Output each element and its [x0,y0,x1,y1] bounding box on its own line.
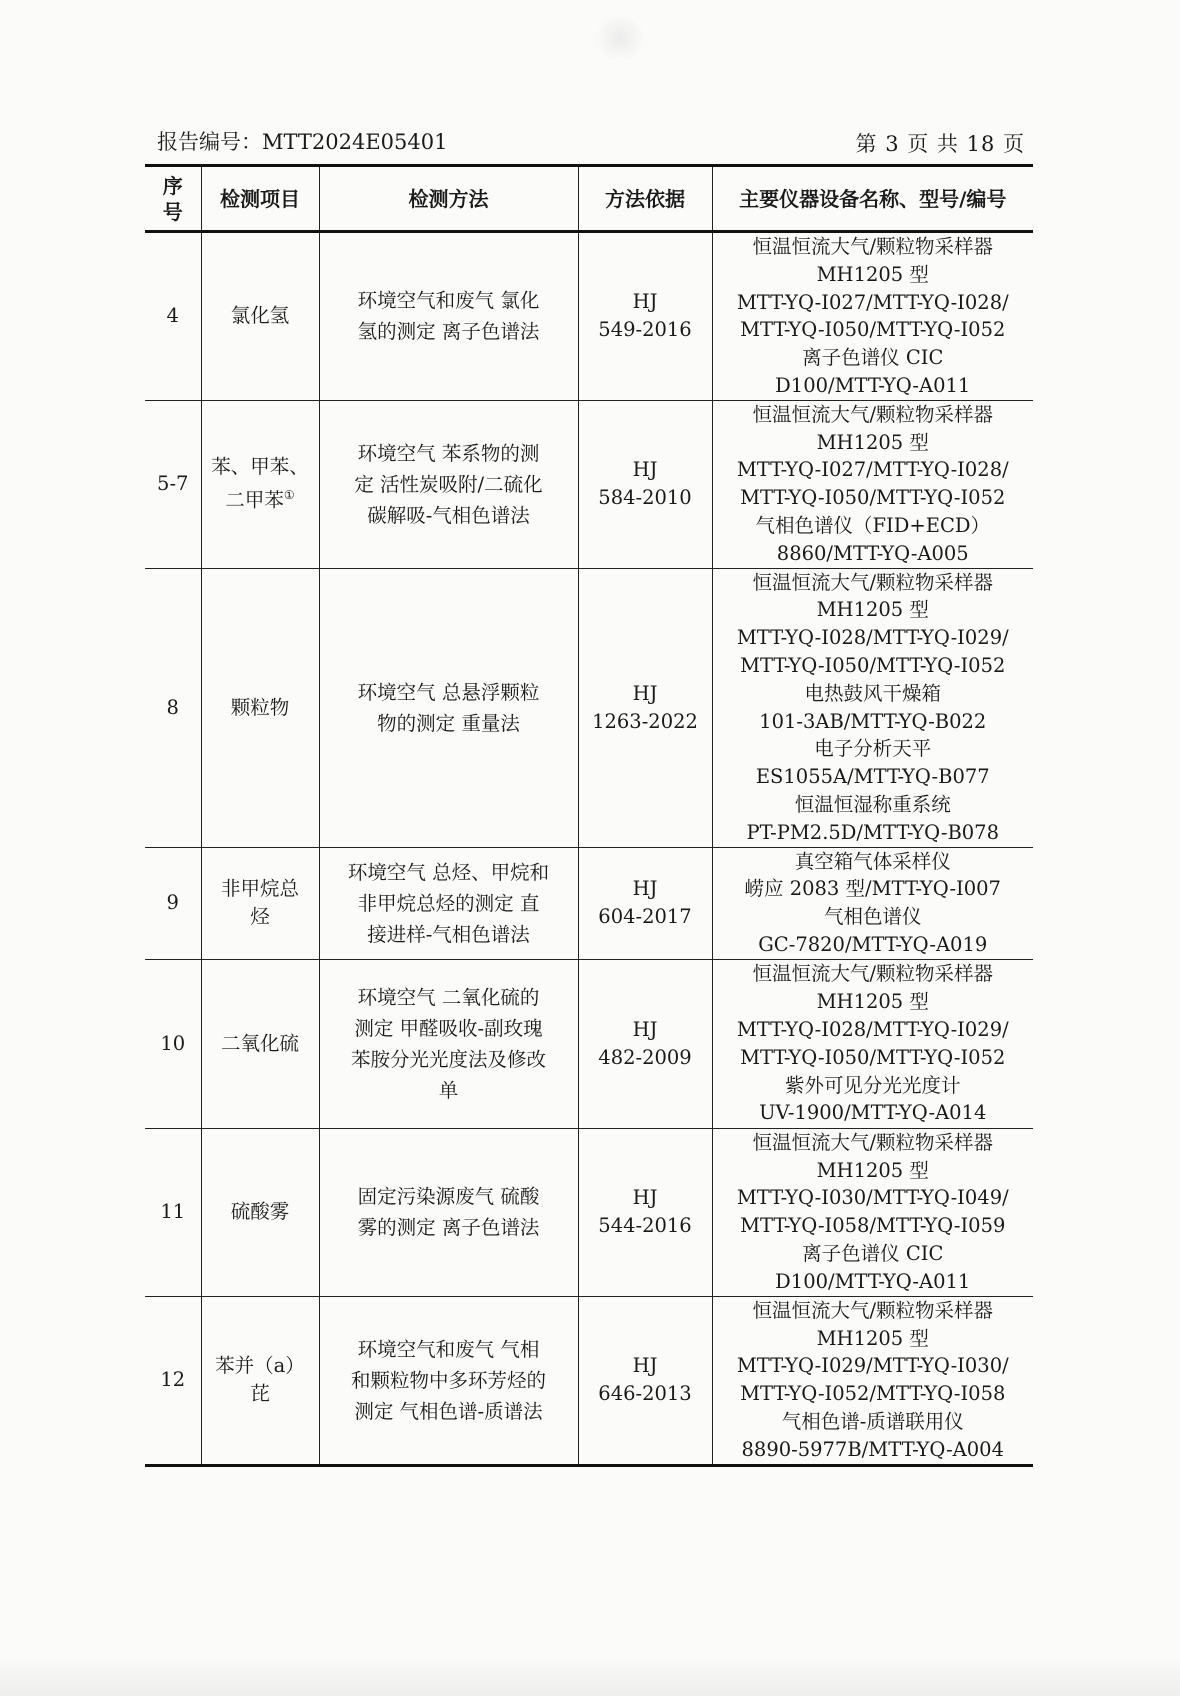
scan-smudge [590,18,650,58]
cell-equipment-line: D100/MTT-YQ-A011 [775,1269,971,1293]
cell-item-line: 颗粒物 [230,695,290,719]
cell-equipment-line: 恒温恒流大气/颗粒物采样器 [752,1130,994,1154]
cell-equipment-line: MTT-YQ-I058/MTT-YQ-I059 [740,1214,1006,1238]
cell-method-line: 雾的测定 离子色谱法 [357,1216,540,1240]
cell-item [201,1128,319,1296]
cell-basis [578,232,712,401]
cell-equipment-line: 气相色谱仪（FID+ECD） [755,513,990,537]
cell-method-line: 环境空气 二氧化硫的 [357,985,540,1009]
table-row [145,232,1033,401]
cell-basis-line: 482-2009 [598,1045,692,1069]
cell-equipment-line: 气相色谱-质谱联用仪 [781,1409,964,1433]
cell-method-line: 定 活性炭吸附/二硫化 [354,472,543,496]
cell-equipment-line: 电子分析天平 [814,737,932,761]
cell-equipment-line: MTT-YQ-I028/MTT-YQ-I029/ [736,1017,1009,1041]
cell-equipment-line: 恒温恒流大气/颗粒物采样器 [752,402,994,426]
col-header-item: 检测项目 [201,166,319,232]
cell-item [201,568,319,847]
col-header-no-char-1: 序 [162,173,183,198]
cell-basis-line: HJ [632,681,658,705]
cell-equipment-line: 8860/MTT-YQ-A005 [776,541,969,565]
cell-equipment-line: 恒温恒流大气/颗粒物采样器 [752,1298,994,1322]
cell-method-line: 非甲烷总烃的测定 直 [357,891,540,915]
cell-basis-line: 604-2017 [598,905,692,929]
cell-method-line: 单 [438,1078,459,1102]
cell-basis-line: 544-2016 [598,1214,692,1238]
cell-equipment-line: MTT-YQ-I050/MTT-YQ-I052 [740,1045,1006,1069]
cell-method-line: 测定 甲醛吸收-副玫瑰 [354,1016,543,1040]
cell-equipment-line: 101-3AB/MTT-YQ-B022 [759,709,987,733]
cell-basis-line: HJ [632,290,658,314]
method-table-container [145,164,1033,1467]
cell-equipment-line: MTT-YQ-I029/MTT-YQ-I030/ [736,1354,1009,1378]
col-header-no [145,166,201,232]
cell-no: 5-7 [145,400,201,568]
cell-method [319,400,578,568]
cell-no: 11 [145,1128,201,1296]
cell-equipment-line: MH1205 型 [816,1158,929,1182]
cell-basis-line: 646-2013 [598,1382,692,1406]
table-row [145,847,1033,959]
cell-basis [578,959,712,1128]
table-row [145,400,1033,568]
table-row [145,1296,1033,1465]
cell-method-line: 环境空气和废气 氯化 [357,289,540,313]
cell-basis-line: HJ [632,877,658,901]
cell-equipment [712,959,1033,1128]
cell-equipment-line: MH1205 型 [816,262,929,286]
cell-item-line: 二甲苯① [225,488,295,512]
cell-equipment-line: 崂应 2083 型/MTT-YQ-I007 [744,877,1001,901]
cell-item-line: 苯并（a） [215,1354,305,1378]
cell-equipment-line: D100/MTT-YQ-A011 [775,373,971,397]
col-header-equipment: 主要仪器设备名称、型号/编号 [712,166,1033,232]
cell-method-line: 测定 气相色谱-质谱法 [354,1399,543,1423]
cell-method [319,959,578,1128]
cell-equipment-line: GC-7820/MTT-YQ-A019 [758,932,988,956]
cell-equipment [712,1128,1033,1296]
report-number: 报告编号：MTT2024E05401 [157,130,448,154]
cell-method-line: 环境空气和废气 气相 [357,1337,540,1361]
cell-no: 8 [145,568,201,847]
cell-item [201,232,319,401]
cell-method [319,847,578,959]
cell-equipment-line: 恒温恒湿称重系统 [794,792,951,816]
table-body [145,232,1033,1466]
cell-equipment-line: 电热鼓风干燥箱 [804,681,941,705]
cell-equipment-line: MTT-YQ-I052/MTT-YQ-I058 [740,1382,1006,1406]
cell-equipment-line: MTT-YQ-I050/MTT-YQ-I052 [740,653,1006,677]
cell-basis [578,1296,712,1465]
cell-item [201,400,319,568]
cell-basis-line: HJ [632,1017,658,1041]
cell-equipment-line: PT-PM2.5D/MTT-YQ-B078 [746,820,999,844]
cell-method [319,1128,578,1296]
cell-method [319,1296,578,1465]
page-indicator: 第 3 页 共 18 页 [855,132,1025,156]
page-header [145,122,1025,162]
method-table [145,164,1033,1467]
cell-equipment [712,400,1033,568]
cell-equipment-line: MTT-YQ-I027/MTT-YQ-I028/ [736,290,1009,314]
cell-equipment-line: MH1205 型 [816,598,929,622]
cell-method [319,568,578,847]
scan-edge [0,1656,1180,1696]
col-header-basis: 方法依据 [578,166,712,232]
cell-equipment-line: 恒温恒流大气/颗粒物采样器 [752,235,994,258]
cell-item-line: 二氧化硫 [220,1031,299,1055]
cell-basis-line: 1263-2022 [592,709,698,733]
cell-equipment-line: 恒温恒流大气/颗粒物采样器 [752,962,994,986]
cell-equipment-line: 离子色谱仪 CIC [802,1242,944,1266]
cell-basis [578,400,712,568]
table-header [145,166,1033,232]
cell-equipment [712,232,1033,401]
cell-equipment-line: ES1055A/MTT-YQ-B077 [755,765,990,789]
cell-basis-line: 549-2016 [598,318,692,342]
cell-basis [578,847,712,959]
cell-method-line: 氢的测定 离子色谱法 [357,320,540,344]
cell-method-line: 碳解吸-气相色谱法 [367,503,530,527]
cell-equipment-line: MH1205 型 [816,430,929,454]
cell-basis-line: HJ [632,458,658,482]
cell-equipment-line: MH1205 型 [816,1326,929,1350]
cell-item-line: 硫酸雾 [230,1200,290,1224]
cell-item-line: 氯化氢 [230,304,290,328]
cell-method-line: 苯胺分光光度法及修改 [350,1047,546,1071]
col-header-method: 检测方法 [319,166,578,232]
cell-equipment-line: 真空箱气体采样仪 [794,849,951,873]
footnote-marker: ① [283,488,295,503]
cell-method-line: 物的测定 重量法 [377,711,520,735]
cell-basis [578,1128,712,1296]
cell-item-line: 苯、甲苯、 [211,455,309,479]
cell-item-line: 烃 [250,905,270,929]
cell-equipment-line: 气相色谱仪 [823,905,922,929]
table-row [145,568,1033,847]
cell-equipment-line: MTT-YQ-I027/MTT-YQ-I028/ [736,458,1009,482]
cell-method-line: 固定污染源废气 硫酸 [357,1185,540,1209]
cell-method-line: 环境空气 总悬浮颗粒 [357,680,540,704]
cell-item [201,1296,319,1465]
cell-no: 9 [145,847,201,959]
cell-item-line: 芘 [250,1382,270,1406]
cell-method-line: 环境空气 苯系物的测 [357,441,540,465]
cell-equipment-line: 8890-5977B/MTT-YQ-A004 [741,1437,1004,1461]
cell-basis-line: HJ [632,1186,658,1210]
cell-equipment-line: UV-1900/MTT-YQ-A014 [759,1101,987,1125]
cell-equipment-line: 离子色谱仪 CIC [802,346,944,370]
cell-item [201,959,319,1128]
cell-equipment-line: MTT-YQ-I050/MTT-YQ-I052 [740,318,1006,342]
cell-equipment-line: MTT-YQ-I028/MTT-YQ-I029/ [736,626,1009,650]
cell-item-line: 非甲烷总 [220,877,299,901]
table-row [145,1128,1033,1296]
cell-basis-line: 584-2010 [598,486,692,510]
cell-equipment [712,1296,1033,1465]
cell-no: 4 [145,232,201,401]
cell-basis [578,568,712,847]
cell-method-line: 环境空气 总烃、甲烷和 [347,860,550,884]
cell-equipment-line: MH1205 型 [816,990,929,1014]
cell-method [319,232,578,401]
cell-equipment [712,847,1033,959]
cell-equipment-line: 恒温恒流大气/颗粒物采样器 [752,570,994,594]
cell-method-line: 和颗粒物中多环芳烃的 [350,1368,546,1392]
cell-equipment-line: 紫外可见分光光度计 [784,1073,961,1097]
cell-no: 12 [145,1296,201,1465]
cell-method-line: 接进样-气相色谱法 [367,922,530,946]
cell-equipment-line: MTT-YQ-I050/MTT-YQ-I052 [740,486,1006,510]
cell-equipment [712,568,1033,847]
cell-basis-line: HJ [632,1354,658,1378]
cell-equipment-line: MTT-YQ-I030/MTT-YQ-I049/ [736,1186,1009,1210]
cell-no: 10 [145,959,201,1128]
cell-item [201,847,319,959]
table-row [145,959,1033,1128]
col-header-no-char-2: 号 [162,199,183,224]
